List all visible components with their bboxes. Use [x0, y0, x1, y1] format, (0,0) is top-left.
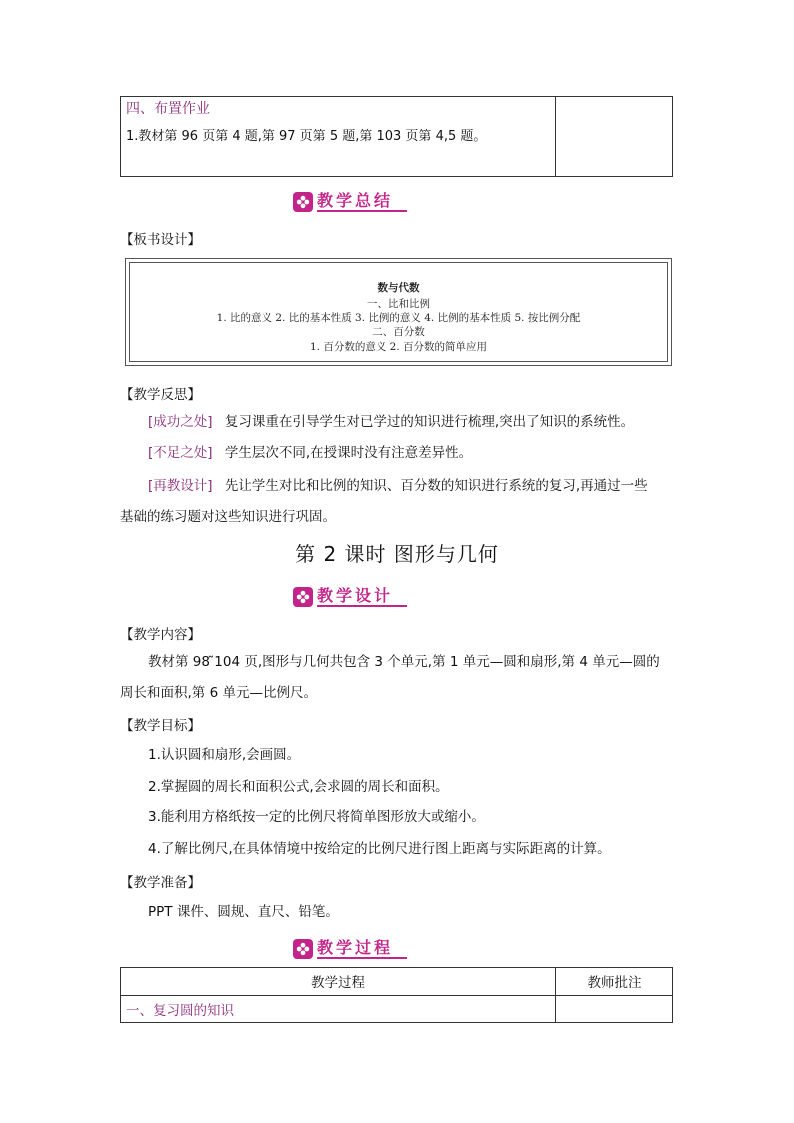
redesign-label: [再教设计] [148, 478, 213, 494]
reflection-success [148, 413, 634, 431]
design-banner-text: 教学设计 [317, 587, 407, 607]
goal-item: 4.了解比例尺,在具体情境中按给定的比例尺进行图上距离与实际距离的计算。 [148, 841, 611, 857]
flower-icon [293, 192, 313, 212]
board-box [125, 258, 672, 366]
prep-text: PPT 课件、圆规、直尺、铅笔。 [148, 904, 339, 920]
goal-item: 2.掌握圆的周长和面积公式,会求圆的周长和面积。 [148, 779, 449, 795]
board-line: 二、百分数 [372, 326, 425, 338]
redesign-text: 先让学生对比和比例的知识、百分数的知识进行系统的复习,再通过一些 [224, 478, 648, 494]
redesign-text-cont: 基础的练习题对这些知识进行巩固。 [120, 509, 336, 525]
homework-table [120, 96, 673, 177]
prep-heading: 【教学准备】 [120, 875, 201, 891]
board-inner-frame [129, 262, 668, 362]
flower-icon [293, 587, 313, 607]
board-heading: 【板书设计】 [120, 232, 201, 248]
process-banner-text: 教学过程 [317, 939, 407, 959]
board-line: 1. 百分数的意义 2. 百分数的简单应用 [309, 341, 488, 353]
design-banner [293, 586, 407, 608]
homework-line: 1.教材第 96 页第 4 题,第 97 页第 5 题,第 103 页第 4,5 题。 [126, 129, 487, 144]
summary-banner-text: 教学总结 [317, 192, 407, 212]
board-line: 一、比和比例 [367, 298, 430, 310]
process-banner [293, 938, 407, 960]
lesson-title: 第 2 课时 图形与几何 [295, 542, 499, 566]
flower-icon [293, 939, 313, 959]
board-line: 数与代数 [377, 282, 420, 294]
lack-text: 学生层次不同,在授课时没有注意差异性。 [224, 445, 473, 461]
table-header-process: 教学过程 [311, 975, 365, 991]
success-text: 复习课重在引导学生对已学过的知识进行梳理,突出了知识的系统性。 [224, 414, 635, 430]
content-line2: 周长和面积,第 6 单元—比例尺。 [120, 685, 317, 701]
content-line1: 教材第 98 ̃104 页,图形与几何共包含 3 个单元,第 1 单元—圆和扇形,第 4 单元—圆的 [148, 654, 660, 670]
table-divider [555, 97, 556, 176]
goals-heading: 【教学目标】 [120, 718, 201, 734]
content-heading: 【教学内容】 [120, 627, 201, 643]
process-table [120, 967, 673, 1023]
summary-banner [293, 191, 407, 213]
table-row: 一、复习圆的知识 [126, 1003, 234, 1019]
homework-title: 四、布置作业 [126, 101, 210, 117]
goal-item: 3.能利用方格纸按一定的比例尺将简单图形放大或缩小。 [148, 809, 485, 825]
board-line: 1. 比的意义 2. 比的基本性质 3. 比例的意义 4. 比例的基本性质 5. 按比例分配 [216, 312, 581, 324]
success-label: [成功之处] [148, 414, 213, 430]
goal-item: 1.认识圆和扇形,会画圆。 [148, 747, 301, 763]
lack-label: [不足之处] [148, 445, 213, 461]
reflection-lack [148, 444, 472, 462]
reflection-redesign [148, 477, 648, 495]
table-header-notes: 教师批注 [587, 975, 642, 991]
reflection-heading: 【教学反思】 [120, 387, 201, 403]
table-divider [121, 995, 672, 996]
